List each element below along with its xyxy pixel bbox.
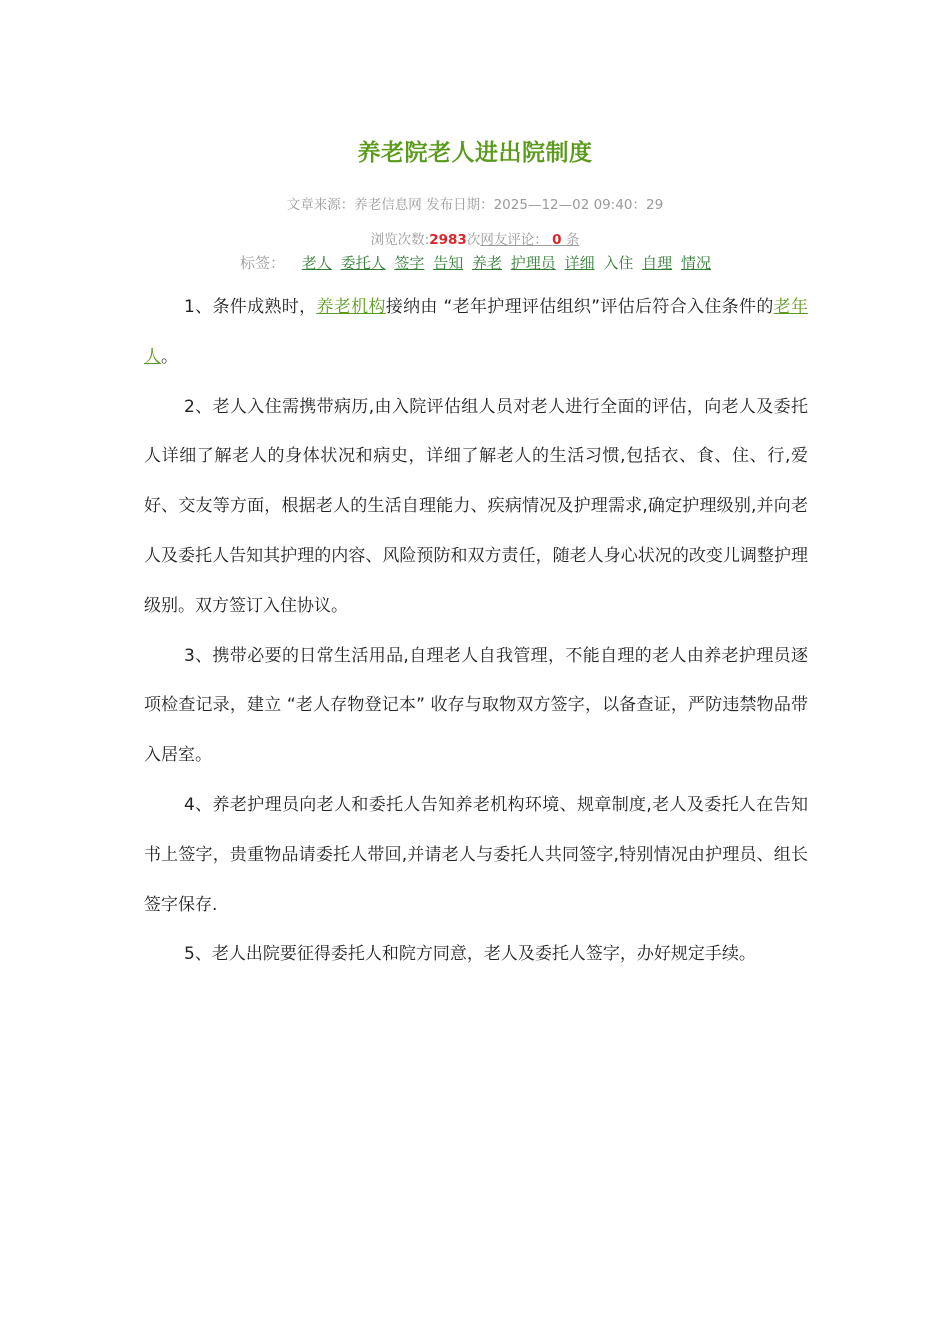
article-title: 养老院老人进出院制度 [357,140,593,166]
tag-link[interactable]: 委托人 [340,254,386,272]
p1-pre: 1、条件成熟时， [184,297,317,317]
keyword-link-elderly[interactable]: 老年人 [144,297,808,367]
tag-link[interactable]: 告知 [433,254,464,272]
views-unit: 次 [466,232,481,248]
tag-link[interactable]: 自理 [642,254,673,272]
tag-link[interactable]: 详细 [564,254,595,272]
paragraph-2: 2、老人入住需携带病历,由入院评估组人员对老人进行全面的评估，向老人及委托人详细了解老人的身体状况和病史，详细了解老人的生活习惯,包括衣、食、住、行,爱好、交友等方面，根据老人的生活自理能力、疾病情况及护理需求,确定护理级别,并向老人及委托人告知其护理的内容、风险预防和双方责任，随老人身心状况的改变儿调整护理级别。双方签订入住协议。 [144,396,808,616]
article-stats [0,228,950,248]
views-label: 浏览次数: [370,232,430,248]
paragraph-4: 4、养老护理员向老人和委托人告知养老机构环境、规章制度,老人及委托人在告知书上签字，贵重物品请委托人带回,并请老人与委托人共同签字,特别情况由护理员、组长签字保存. [144,794,808,915]
p1-mid: 接纳由 “老年护理评估组织”评估后符合入住条件的 [385,297,774,317]
paragraph-3: 3、携带必要的日常生活用品,自理老人自我管理，不能自理的老人由养老护理员逐项检查记录，建立 “老人存物登记本” 收存与取物双方签字，以备查证，严防违禁物品带入居室。 [144,645,808,766]
comments-label: 网友评论： [480,232,548,248]
paragraph-5: 5、老人出院要征得委托人和院方同意，老人及委托人签字，办好规定手续。 [184,944,756,965]
tag-link[interactable]: 养老 [471,254,502,272]
tag-link[interactable]: 入住 [603,254,634,272]
tag-link[interactable]: 情况 [680,254,711,272]
p1-post: 。 [161,346,178,367]
tag-link[interactable]: 签字 [394,254,425,272]
tag-link[interactable]: 护理员 [510,254,556,272]
tags-label: 标签： [240,254,286,272]
tag-link[interactable]: 老人 [301,254,332,272]
views-count: 2983 [429,232,467,248]
comments-link[interactable] [480,232,579,248]
article-meta: 文章来源：养老信息网 发布日期：2025—12—02 09:40：29 [286,197,664,213]
paragraph-1 [144,283,808,383]
comments-unit: 条 [565,232,580,248]
keyword-link-nursing-institution[interactable]: 养老机构 [316,297,386,317]
comments-count: 0 [552,232,562,248]
tag-list [240,252,715,273]
article-body [144,283,808,980]
